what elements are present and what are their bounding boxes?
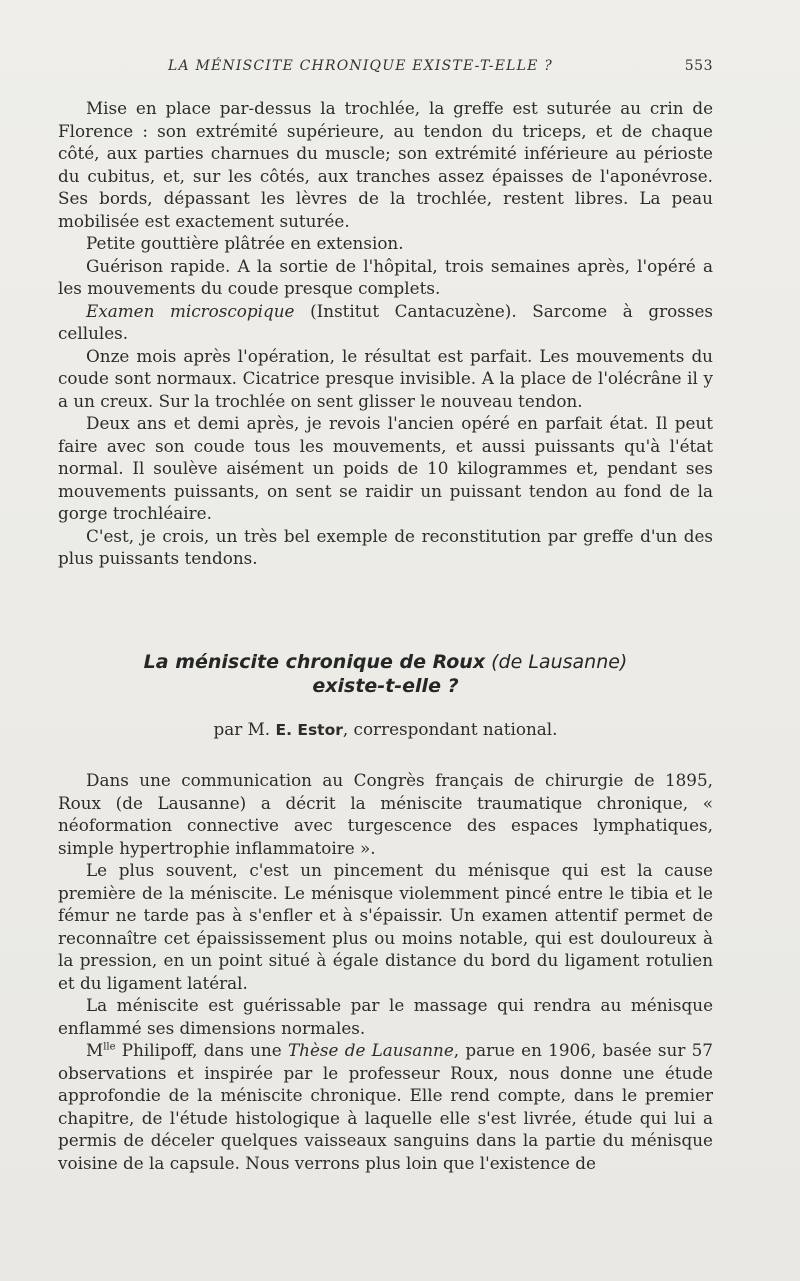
- byline-prefix: par M.: [213, 719, 276, 739]
- italic-phrase: Examen microscopique: [86, 300, 295, 321]
- paragraph: Dans une communication au Congrès français de chirurgie de 1895, Roux (de Lausanne) a décrit la méniscite traumatique chronique, « néoformation connective avec turgescence des espaces lymphatiques, simple hypertrophie inflammatoire ».: [58, 770, 713, 858]
- article-body-text: [58, 769, 713, 1174]
- paragraph-part: Philipoff, dans une: [115, 1040, 288, 1060]
- paragraph: Le plus souvent, c'est un pincement du ménisque qui est la cause première de la méniscite. Le ménisque violemment pincé entre le tibia et le fémur ne tarde pas à s'enfler et à s'épaissir. Un examen attentif permet de reconnaître cet épaississement plus ou moins notable, qui est douloureux à la pression, en un point situé à égale distance du bord du ligament rotulien et du ligament latéral.: [58, 860, 713, 993]
- paragraph: Guérison rapide. A la sortie de l'hôpital, trois semaines après, l'opéré a les mouvements du coude presque complets.: [58, 255, 713, 298]
- paragraph: Deux ans et demi après, je revois l'ancien opéré en parfait état. Il peut faire avec son coude tous les mouvements, et aussi puissants qu'à l'état normal. Il soulève aisément un poids de 10 kilogrammes et, pendant ses mouvements puissants, on sent se raidir un puissant tendon au fond de la gorge trochléaire.: [58, 413, 713, 523]
- paragraph: C'est, je crois, un très bel exemple de reconstitution par greffe d'un des plus puissants tendons.: [58, 525, 713, 568]
- paragraph: Mise en place par-dessus la trochlée, la greffe est suturée au crin de Florence : son extrémité supérieure, au tendon du triceps, et de chaque côté, aux parties charnues du muscle; son extrémité inférieure au périoste du cubitus, et, sur les côtés, aux tranches assez épaisses de l'aponévrose. Ses bords, dépassant les lèvres de la trochlée, restent libres. La peau mobilisée est exactement suturée.: [58, 98, 713, 231]
- byline: [58, 719, 713, 739]
- abbrev-m: M: [86, 1040, 104, 1060]
- paragraph-rest: (Institut Cantacuzène). Sarcome à grosses cellules.: [58, 300, 713, 343]
- running-title: LA MÉNISCITE CHRONIQUE EXISTE-T-ELLE ?: [168, 58, 553, 74]
- paragraph: [58, 300, 713, 345]
- byline-suffix: , correspondant national.: [342, 719, 558, 739]
- article-title-line-1: [58, 650, 713, 674]
- running-head: [168, 58, 713, 80]
- abbrev-sup: lle: [103, 1041, 116, 1053]
- paragraph: Onze mois après l'opération, le résultat est parfait. Les mouvements du coude sont normaux. Cicatrice presque invisible. A la place de l'olécrâne il y a un creux. Sur la trochlée on sent glisser le nouveau tendon.: [58, 345, 713, 411]
- title-main: La méniscite chronique de Roux: [143, 651, 486, 673]
- paragraph: [58, 1039, 713, 1174]
- title-paren: (de Lausanne): [485, 651, 628, 673]
- paragraph: Petite gouttière plâtrée en extension.: [86, 233, 404, 253]
- case-report-text: [58, 97, 713, 570]
- page-number: 553: [684, 58, 713, 74]
- paragraph: La méniscite est guérissable par le massage qui rendra au ménisque enflammé ses dimensions normales.: [58, 995, 713, 1038]
- byline-author: E. Estor: [275, 721, 343, 739]
- paragraph-part: , parue en 1906, basée sur 57 observations et inspirée par le professeur Roux, nous donne une étude approfondie de la méniscite chronique. Elle rend compte, dans le premier chapitre, de l'étude histologique à laquelle elle s'est livrée, étude qui lui a permis de déceler quelques vaisseaux sanguins dans la partie du ménisque voisine de la capsule. Nous verrons plus loin que l'existence de: [58, 1040, 713, 1173]
- italic-phrase: Thèse de Lausanne: [287, 1040, 454, 1060]
- article-title-line-2: existe-t-elle ?: [312, 675, 459, 697]
- article-title: [58, 650, 713, 698]
